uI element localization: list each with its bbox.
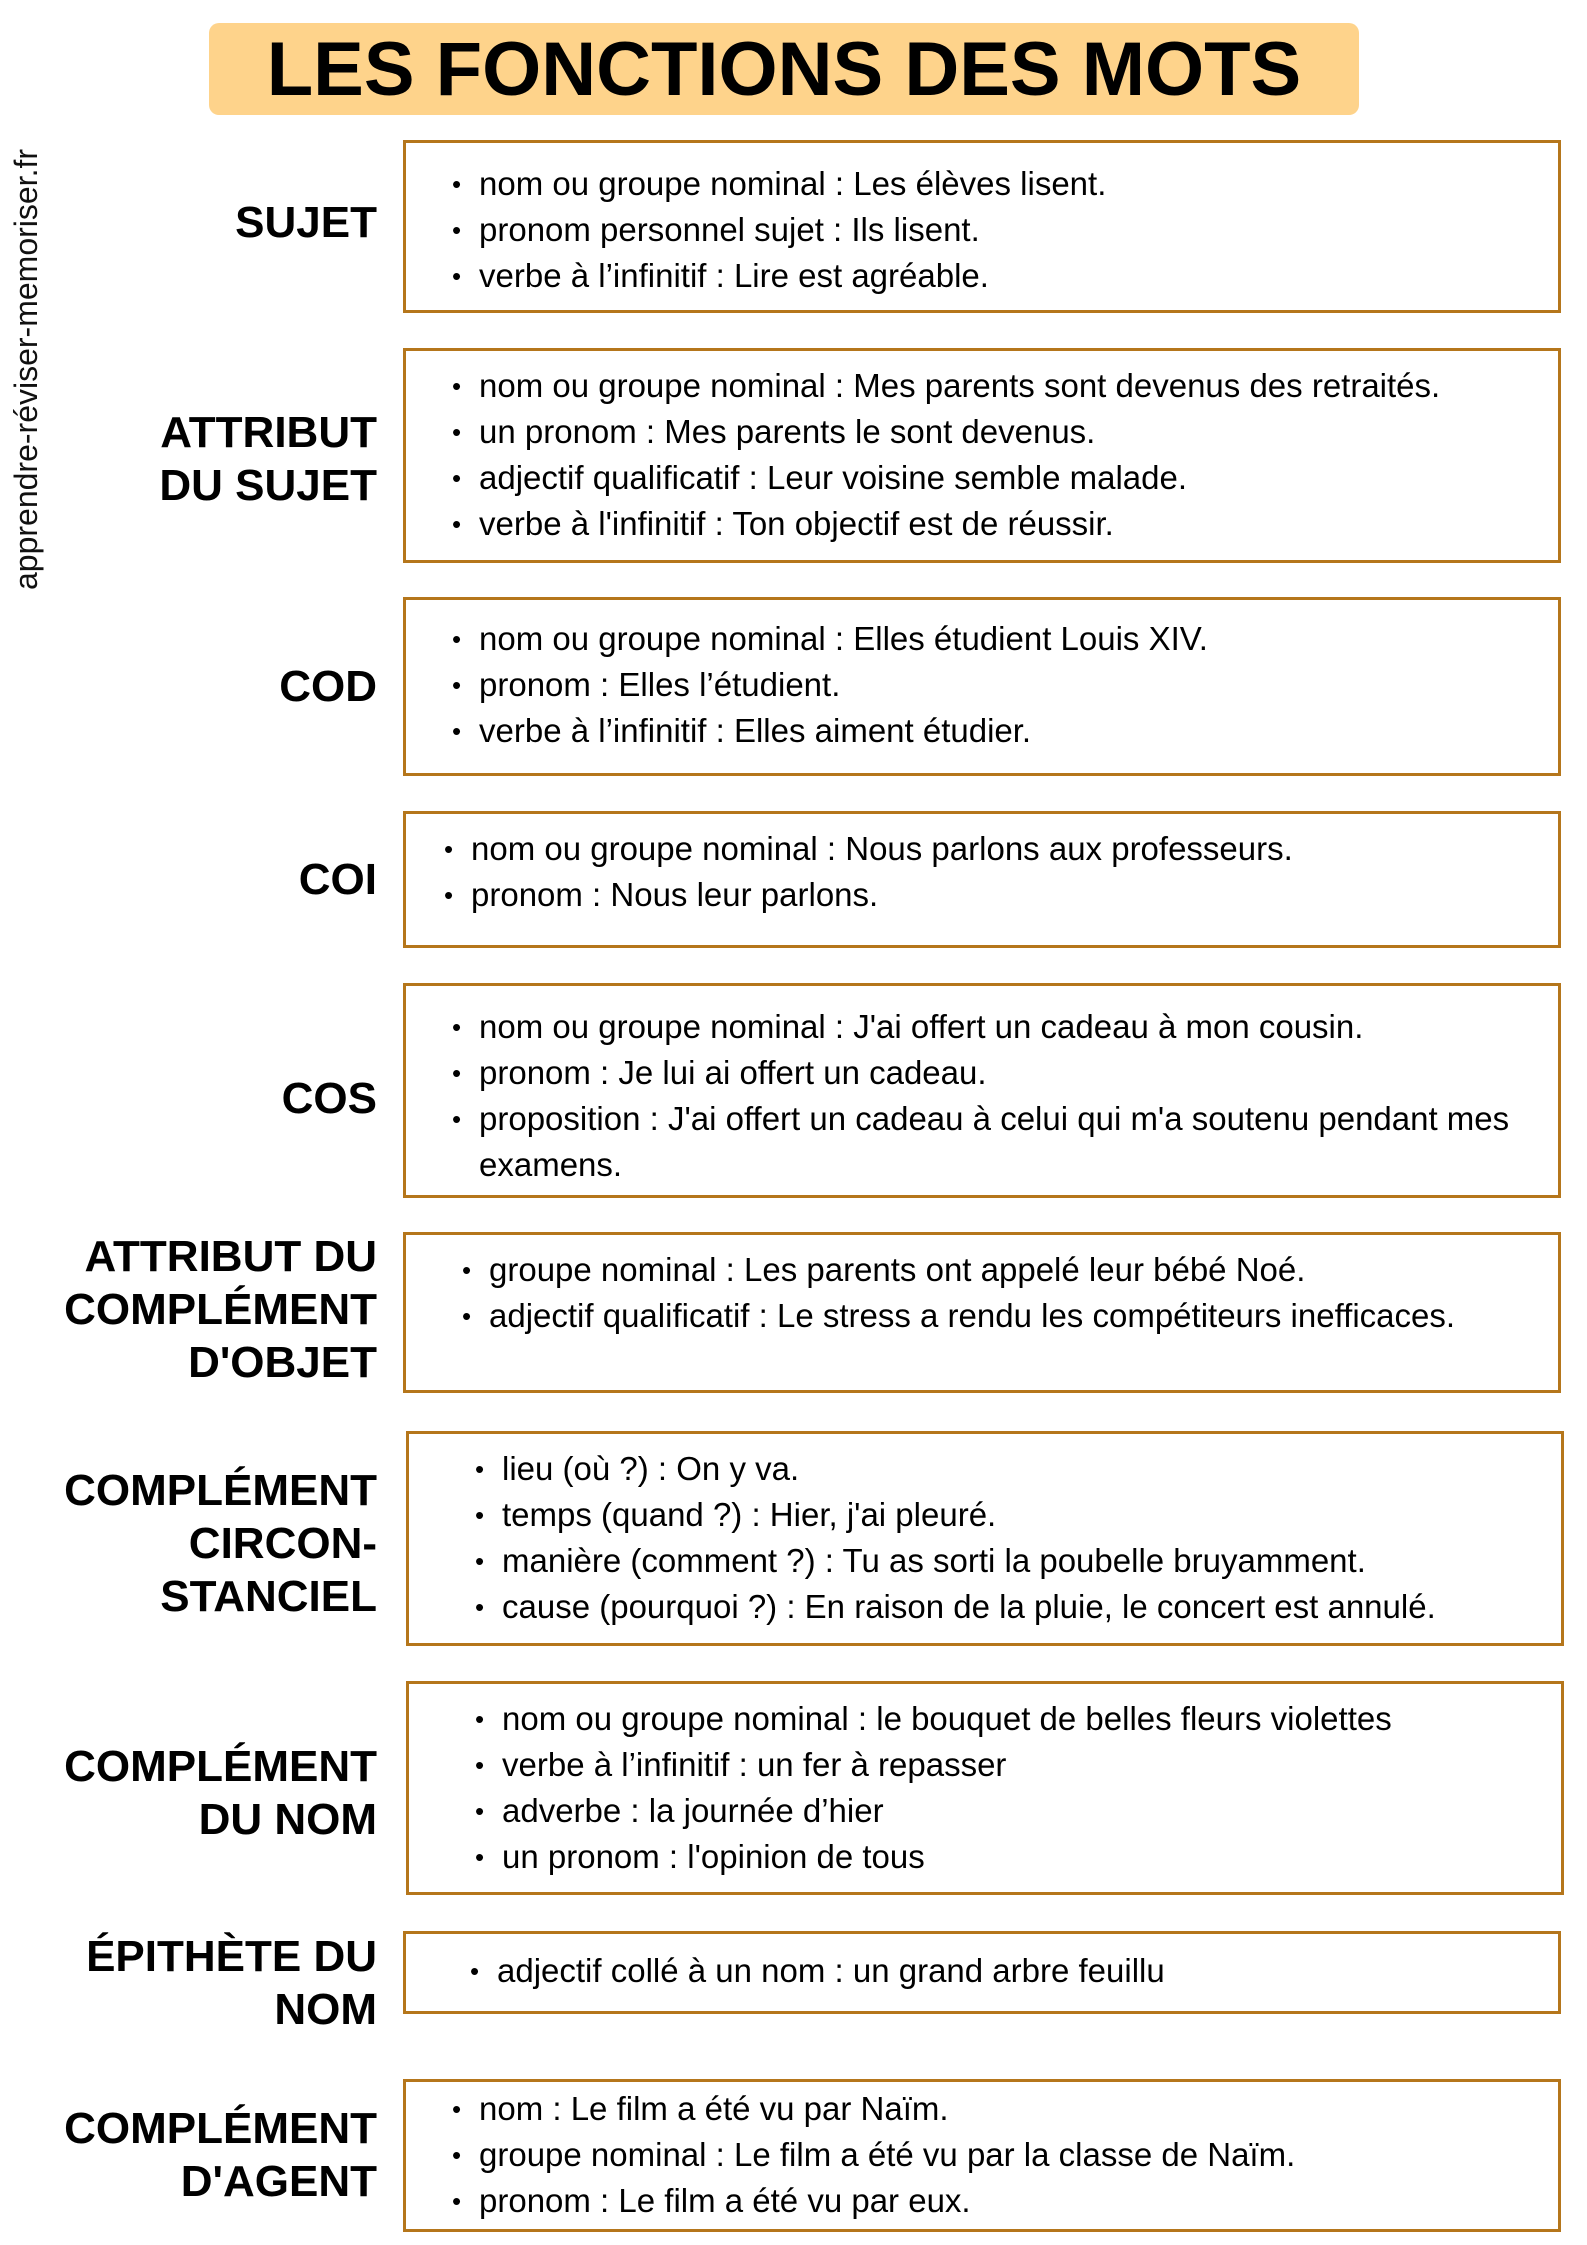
- list-item: • un pronom : Mes parents le sont devenus.: [448, 409, 1538, 455]
- list-item: • nom ou groupe nominal : Elles étudient Louis XIV.: [448, 616, 1538, 662]
- box-sujet: [403, 140, 1561, 313]
- list-item: • pronom : Elles l’étudient.: [448, 662, 1538, 708]
- label-line: ATTRIBUT DU: [84, 1232, 377, 1281]
- label-line: D'AGENT: [180, 2157, 377, 2206]
- label-line: STANCIEL: [160, 1572, 377, 1621]
- list-item: • adjectif qualificatif : Leur voisine semble malade.: [448, 455, 1538, 501]
- list-item: • nom ou groupe nominal : J'ai offert un cadeau à mon cousin.: [448, 1004, 1538, 1050]
- site-watermark: apprendre-réviser-memoriser.fr: [8, 148, 44, 590]
- list-item: • nom : Le film a été vu par Naïm.: [448, 2086, 1538, 2132]
- box-complement-d-agent: [403, 2079, 1561, 2232]
- list-item: • verbe à l'infinitif : Ton objectif est de réussir.: [448, 501, 1538, 547]
- list-item: • groupe nominal : Le film a été vu par la classe de Naïm.: [448, 2132, 1538, 2178]
- label-line: DU SUJET: [159, 461, 377, 510]
- label-line: COS: [281, 1074, 377, 1123]
- list-item: • pronom : Nous leur parlons.: [440, 872, 1538, 918]
- list-item: • nom ou groupe nominal : le bouquet de belles fleurs violettes: [471, 1696, 1541, 1742]
- label-line: ÉPITHÈTE DU: [86, 1932, 377, 1981]
- box-complement-circonstanciel: [406, 1431, 1564, 1646]
- label-line: ATTRIBUT: [160, 408, 377, 457]
- box-attribut-du-sujet: [403, 348, 1561, 563]
- label-complement-du-nom: [20, 1740, 377, 1846]
- box-coi: [403, 811, 1561, 948]
- label-line: COMPLÉMENT: [64, 1742, 377, 1791]
- label-cod: [20, 660, 377, 713]
- list-item: • verbe à l’infinitif : Lire est agréable.: [448, 253, 1538, 299]
- list-item: • manière (comment ?) : Tu as sorti la poubelle bruyamment.: [471, 1538, 1541, 1584]
- list-item: • lieu (où ?) : On y va.: [471, 1446, 1541, 1492]
- label-line: COMPLÉMENT: [64, 2104, 377, 2153]
- label-epithete-du-nom: [20, 1930, 377, 2036]
- label-line: CIRCON-: [188, 1519, 377, 1568]
- label-line: COMPLÉMENT: [64, 1466, 377, 1515]
- list-item: • adjectif qualificatif : Le stress a rendu les compétiteurs inefficaces.: [458, 1293, 1468, 1339]
- list-item: • pronom : Le film a été vu par eux.: [448, 2178, 1538, 2224]
- label-complement-circonstanciel: [20, 1464, 377, 1623]
- list-item: • verbe à l’infinitif : Elles aiment étudier.: [448, 708, 1538, 754]
- box-complement-du-nom: [406, 1681, 1564, 1895]
- list-item: • groupe nominal : Les parents ont appelé leur bébé Noé.: [458, 1247, 1468, 1293]
- label-complement-d-agent: [20, 2102, 377, 2208]
- label-sujet: [20, 196, 377, 249]
- label-line: DU NOM: [198, 1795, 377, 1844]
- list-item: • nom ou groupe nominal : Mes parents sont devenus des retraités.: [448, 363, 1538, 409]
- list-item: • un pronom : l'opinion de tous: [471, 1834, 1541, 1880]
- label-line: COI: [298, 855, 377, 904]
- label-cos: [20, 1072, 377, 1125]
- label-line: SUJET: [235, 198, 377, 247]
- label-coi: [20, 853, 377, 906]
- list-item: • nom ou groupe nominal : Nous parlons aux professeurs.: [440, 826, 1538, 872]
- list-item: • verbe à l’infinitif : un fer à repasser: [471, 1742, 1541, 1788]
- box-attribut-du-complement-d-objet: [403, 1232, 1561, 1393]
- list-item: • adjectif collé à un nom : un grand arbre feuillu: [466, 1948, 1538, 1994]
- list-item: • proposition : J'ai offert un cadeau à celui qui m'a soutenu pendant mes examens.: [448, 1096, 1538, 1188]
- label-line: D'OBJET: [188, 1338, 377, 1387]
- box-cod: [403, 597, 1561, 776]
- list-item: • cause (pourquoi ?) : En raison de la pluie, le concert est annulé.: [471, 1584, 1541, 1630]
- box-cos: [403, 983, 1561, 1198]
- list-item: • adverbe : la journée d’hier: [471, 1788, 1541, 1834]
- title-banner: [209, 23, 1359, 115]
- box-epithete-du-nom: [403, 1931, 1561, 2014]
- list-item: • pronom personnel sujet : Ils lisent.: [448, 207, 1538, 253]
- label-attribut-du-complement-d-objet: [20, 1230, 377, 1389]
- list-item: • nom ou groupe nominal : Les élèves lisent.: [448, 161, 1538, 207]
- list-item: • temps (quand ?) : Hier, j'ai pleuré.: [471, 1492, 1541, 1538]
- list-item: • pronom : Je lui ai offert un cadeau.: [448, 1050, 1538, 1096]
- page-title: LES FONCTIONS DES MOTS: [266, 26, 1302, 112]
- label-line: NOM: [274, 1985, 377, 2034]
- label-line: COMPLÉMENT: [64, 1285, 377, 1334]
- label-line: COD: [279, 662, 377, 711]
- label-attribut-du-sujet: [20, 406, 377, 512]
